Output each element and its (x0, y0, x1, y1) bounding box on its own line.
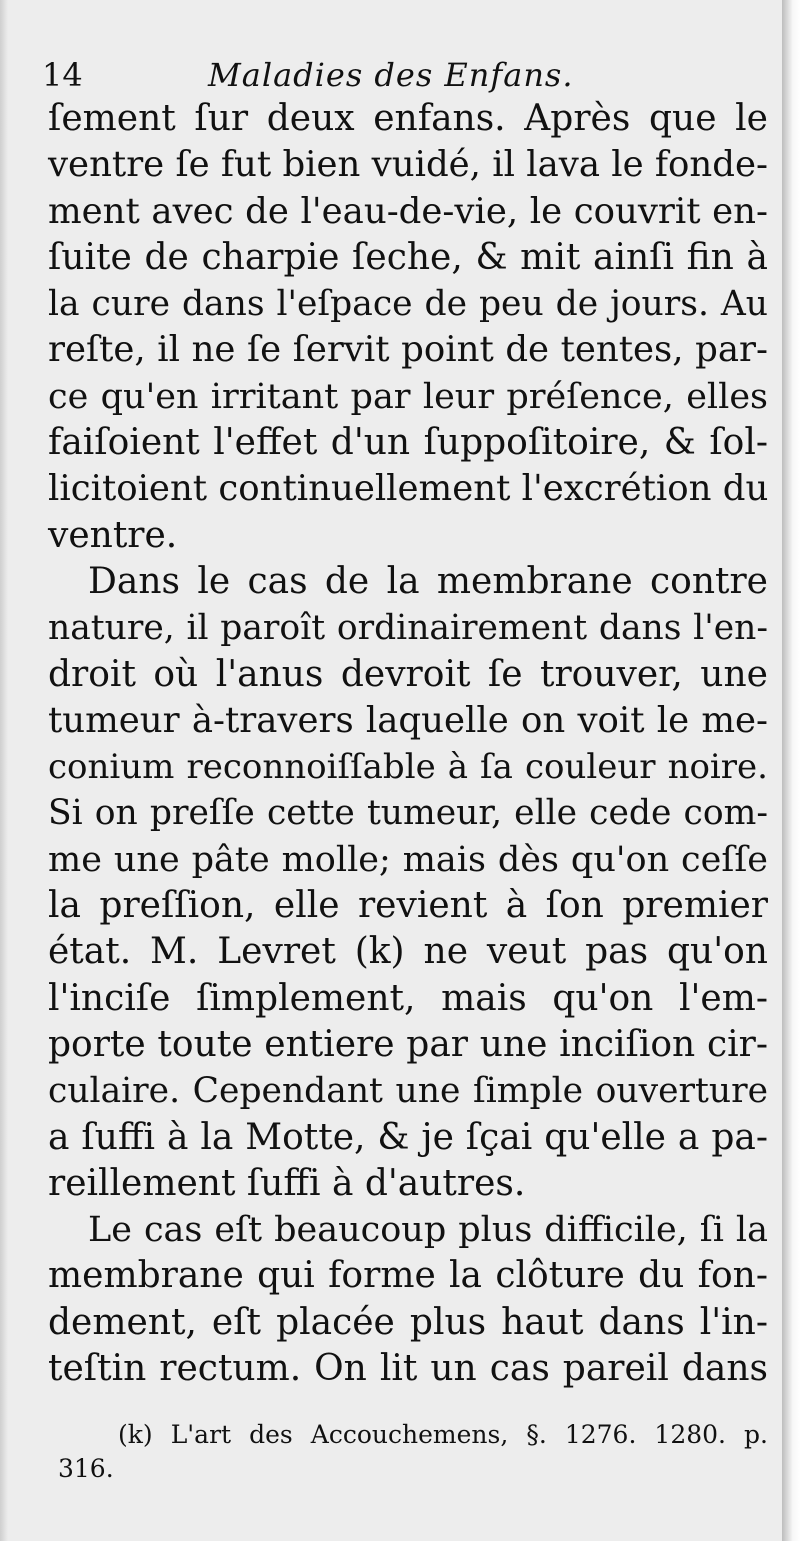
text-line: ſement ſur deux enfans. Après que le (48, 98, 768, 139)
page-right-edge (782, 0, 800, 1541)
text-line: la preſſion, elle revient à ſon premier (48, 885, 768, 927)
text-line: conium reconnoiſſable à ſa couleur noire. (48, 747, 768, 788)
text-line: dement, eſt placée plus haut dans l'in- (48, 1301, 768, 1343)
text-line: droit où l'anus devroit ſe trouver, une (48, 653, 768, 695)
text-line: ventre ſe fut bien vuidé, il lava le fonde- (48, 144, 769, 186)
page-number: 14 (42, 56, 83, 94)
text-line: culaire. Cependant une ſimple ouverture (48, 1071, 768, 1112)
text-line: a ſuffi à la Motte, & je ſçai qu'elle a pa- (48, 1116, 768, 1158)
text-line: reſte, il ne ſe ſervit point de tentes, par- (48, 329, 768, 371)
text-line: teſtin rectum. On lit un cas pareil dans (48, 1348, 768, 1390)
page-left-edge (0, 0, 8, 1541)
footnote (58, 1418, 768, 1486)
text-line: faiſoient l'effet d'un ſuppoſitoire, & ſol- (48, 422, 768, 464)
text-line: état. M. Levret (k) ne veut pas qu'on (48, 931, 768, 973)
text-line: ce qu'en irritant par leur préſence, elles (48, 376, 768, 417)
running-title: Maladies des Enfans. (208, 56, 574, 94)
text-line: l'inciſe ſimplement, mais qu'on l'em- (48, 977, 768, 1019)
text-line: Le cas eſt beaucoup plus difficile, ſi la (88, 1210, 768, 1251)
footnote-line: (k) L'art des Accouchemens, §. 1276. 1280. p. (118, 1420, 768, 1449)
footnote-line: 316. (58, 1454, 114, 1483)
text-line: ventre. (48, 514, 178, 556)
text-line: me une pâte molle; mais dès qu'on ceſſe (48, 839, 768, 880)
text-line: licitoient continuellement l'excrétion du (48, 468, 769, 510)
text-line: la cure dans l'eſpace de peu de jours. Au (48, 284, 768, 325)
text-line: Si on preſſe cette tumeur, elle cede com- (48, 793, 768, 834)
text-line: nature, il paroît ordinairement dans l'en- (48, 608, 768, 649)
text-line: ment avec de l'eau-de-vie, le couvrit en- (48, 190, 768, 232)
body-text (48, 96, 768, 1392)
text-line: membrane qui forme la clôture du fon- (48, 1255, 768, 1297)
text-line: ſuite de charpie ſeche, & mit ainſi fin à (48, 236, 768, 278)
text-line: tumeur à-travers laquelle on voit le me- (48, 699, 768, 741)
text-line: reillement ſuffi à d'autres. (48, 1162, 526, 1204)
text-line: Dans le cas de la membrane contre (88, 560, 768, 602)
page-header (42, 50, 772, 100)
text-line: porte toute entiere par une inciſion cir- (48, 1023, 768, 1065)
